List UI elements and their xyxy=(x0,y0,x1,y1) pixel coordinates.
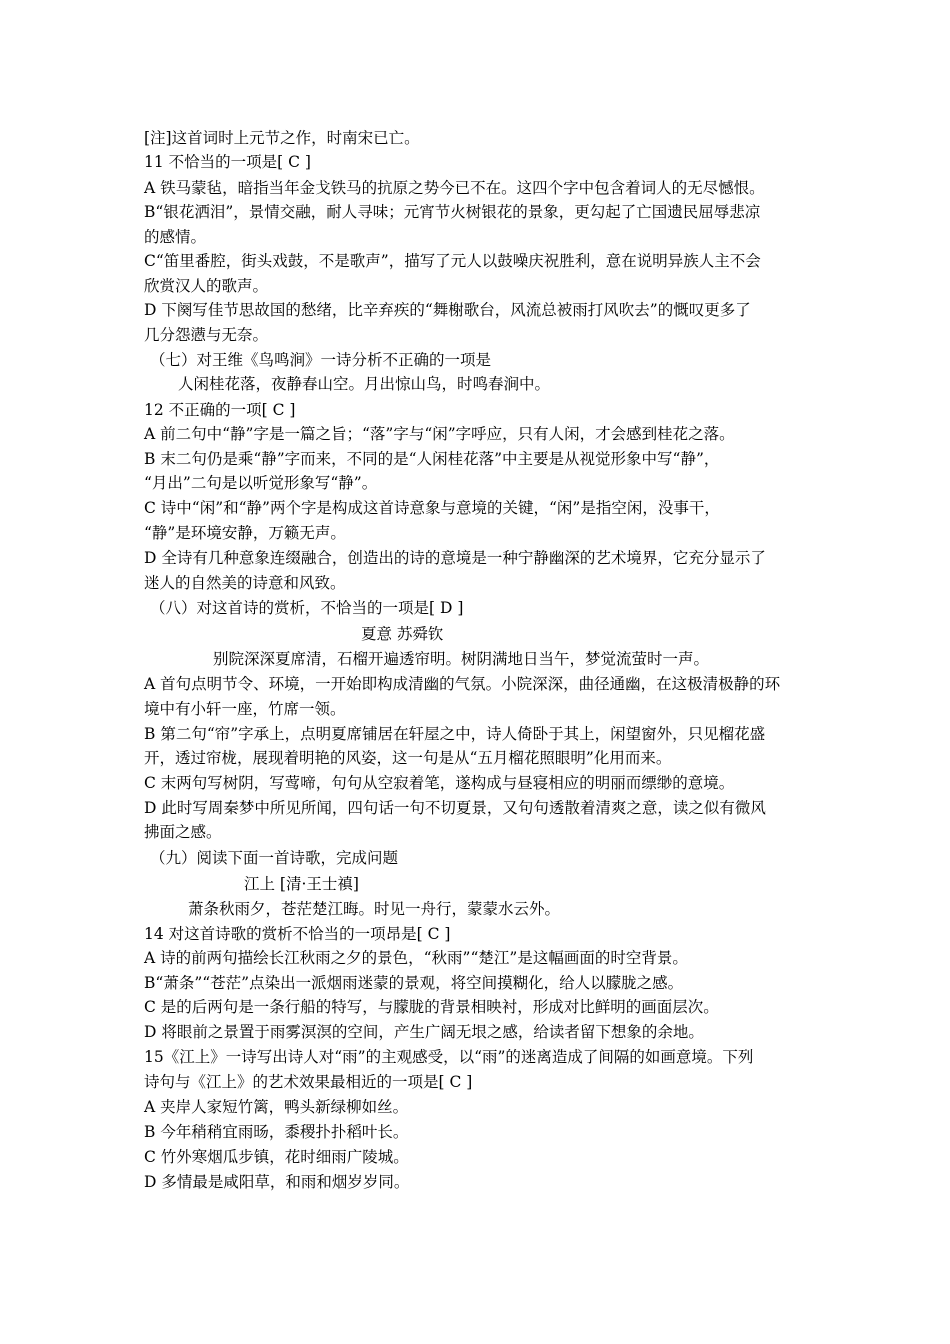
option-15d: D 多情最是咸阳草，和雨和烟岁岁同。 xyxy=(144,1173,410,1191)
poem-title-jiangshang: 江上 [清·王士禛] xyxy=(244,875,359,893)
option-12a: A 前二句中“静”字是一篇之旨；“落”字与“闲”字呼应，只有人闲，才会感到桂花之落。 xyxy=(144,425,735,443)
question-14: 14 对这首诗歌的赏析不恰当的一项昂是[ C ] xyxy=(144,925,451,943)
option-11c: C“笛里番腔，街头戏鼓，不是歌声”，描写了元人以鼓噪庆祝胜利，意在说明异族人主不会 xyxy=(144,252,761,270)
poem-xiayi: 别院深深夏席清，石榴开遍透帘明。树阴满地日当午，梦觉流萤时一声。 xyxy=(213,650,710,668)
section-9-heading: （九）阅读下面一首诗歌，完成问题 xyxy=(150,849,399,867)
option-11a: A 铁马蒙毡，暗指当年金戈铁马的抗原之势今已不在。这四个字中包含着词人的无尽憾恨。 xyxy=(144,179,765,197)
question-15-cont: 诗句与《江上》的艺术效果最相近的一项是[ C ] xyxy=(144,1073,473,1091)
option-11b: B“银花洒泪”，景情交融，耐人寻味；元宵节火树银花的景象，更勾起了亡国遗民屈辱悲凉 xyxy=(144,203,761,221)
option-8d: D 此时写周秦梦中所见所闻，四句话一句不切夏景，又句句透散着清爽之意，读之似有微风 xyxy=(144,799,766,817)
option-11c-cont: 欣赏汉人的歌声。 xyxy=(144,277,269,295)
option-15a: A 夹岸人家短竹篱，鸭头新绿柳如丝。 xyxy=(144,1098,409,1116)
option-14a: A 诗的前两句描绘长江秋雨之夕的景色，“秋雨”“楚江”是这幅画面的时空背景。 xyxy=(144,949,688,967)
section-7-heading: （七）对王维《鸟鸣涧》一诗分析不正确的一项是 xyxy=(150,351,492,369)
option-8a-cont: 境中有小轩一座，竹席一领。 xyxy=(144,700,346,718)
option-8b: B 第二句“帘”字承上，点明夏席铺居在轩屋之中，诗人倚卧于其上，闲望窗外，只见榴花盛 xyxy=(144,725,766,743)
poem-jiangshang: 萧条秋雨夕，苍茫楚江晦。时见一舟行，蒙蒙水云外。 xyxy=(188,900,561,918)
option-14b: B“萧条”“苍茫”点染出一派烟雨迷蒙的景观，将空间摸糊化，给人以朦胧之感。 xyxy=(144,974,684,992)
option-8d-cont: 拂面之感。 xyxy=(144,823,222,841)
option-11d: D 下阕写佳节思故国的愁绪，比辛弃疾的“舞榭歌台，风流总被雨打风吹去”的慨叹更多了 xyxy=(144,301,751,319)
question-11: 11 不恰当的一项是[ C ] xyxy=(144,153,311,171)
poem-niaomingjian: 人闲桂花落，夜静春山空。月出惊山鸟，时鸣春涧中。 xyxy=(178,375,551,393)
poem-title-xiayi: 夏意 苏舜钦 xyxy=(361,625,444,643)
option-14d: D 将眼前之景置于雨雾溟溟的空间，产生广阔无垠之感，给读者留下想象的余地。 xyxy=(144,1023,704,1041)
option-8b-cont: 开，透过帘栊，展现着明艳的风姿，这一句是从“五月榴花照眼明”化用而来。 xyxy=(144,749,672,767)
option-8c: C 末两句写树阴，写莺啼，句句从空寂着笔，遂构成与昼寝相应的明丽而缥缈的意境。 xyxy=(144,774,735,792)
option-12b-cont: “月出”二句是以听觉形象写“静”。 xyxy=(144,474,378,492)
section-8-heading: （八）对这首诗的赏析，不恰当的一项是[ D ] xyxy=(150,599,464,617)
option-12c: C 诗中“闲”和“静”两个字是构成这首诗意象与意境的关键，“闲”是指空闲，没事干， xyxy=(144,499,720,517)
option-12c-cont: “静”是环境安静，万籁无声。 xyxy=(144,524,346,542)
option-11b-cont: 的感情。 xyxy=(144,228,207,246)
question-12: 12 不正确的一项[ C ] xyxy=(144,401,296,419)
option-12d-cont: 迷人的自然美的诗意和风致。 xyxy=(144,574,346,592)
question-15: 15《江上》一诗写出诗人对“雨”的主观感受，以“雨”的迷离造成了间隔的如画意境。下列 xyxy=(144,1048,754,1066)
note-line: [注]这首词时上元节之作，时南宋已亡。 xyxy=(144,129,420,147)
option-12b: B 末二句仍是乘“静”字而来，不同的是“人闲桂花落”中主要是从视觉形象中写“静”， xyxy=(144,450,720,468)
option-8a: A 首句点明节令、环境，一开始即构成清幽的气氛。小院深深，曲径通幽，在这极清极静的环 xyxy=(144,675,781,693)
option-15b: B 今年稍稍宜雨旸，黍稷扑扑稻叶长。 xyxy=(144,1123,409,1141)
option-14c: C 是的后两句是一条行船的特写，与朦胧的背景相映衬，形成对比鲜明的画面层次。 xyxy=(144,998,719,1016)
option-15c: C 竹外寒烟瓜步镇，花时细雨广陵城。 xyxy=(144,1148,409,1166)
option-12d: D 全诗有几种意象连缀融合，创造出的诗的意境是一种宁静幽深的艺术境界，它充分显示了 xyxy=(144,549,766,567)
option-11d-cont: 几分怨懑与无奈。 xyxy=(144,326,269,344)
